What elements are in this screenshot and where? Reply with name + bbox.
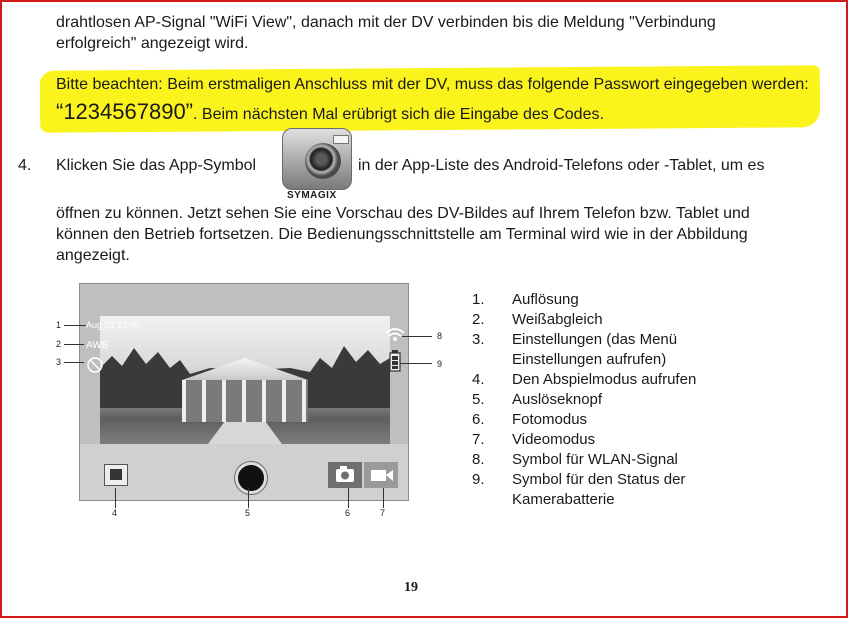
legend-item bbox=[472, 390, 772, 410]
legend-number: 7. bbox=[472, 431, 485, 448]
camera-flash-detail bbox=[333, 135, 349, 144]
app-name-label: SYMAGIX bbox=[287, 190, 337, 201]
note-text-before: Bitte beachten: Beim erstmaligen Anschluss mit der DV, muss das folgende Passwort eingegeben werden: bbox=[56, 76, 809, 93]
legend-text: Weißabgleich bbox=[512, 311, 603, 328]
legend-number: 6. bbox=[472, 411, 485, 428]
callout-6: 6 bbox=[345, 508, 351, 518]
callout-3: 3 bbox=[56, 357, 62, 367]
callout-line-4 bbox=[115, 488, 116, 508]
legend-text: Symbol für den Status der Kamerabatterie bbox=[512, 471, 686, 508]
password-note bbox=[56, 71, 826, 128]
playback-icon[interactable] bbox=[104, 464, 128, 486]
step-text-after-icon: in der App-Liste des Android-Telefons oder -Tablet, um es bbox=[358, 157, 765, 174]
overlay-datetime: Aug 01 23:45 bbox=[86, 320, 140, 330]
legend-number: 2. bbox=[472, 311, 485, 328]
legend-list bbox=[472, 290, 772, 510]
shutter-button-icon[interactable] bbox=[235, 462, 267, 494]
callout-line-3 bbox=[64, 362, 84, 363]
callout-9: 9 bbox=[437, 359, 443, 369]
callout-line-5 bbox=[248, 488, 249, 508]
step-text-before-icon: Klicken Sie das App-Symbol bbox=[56, 157, 257, 174]
legend-text: Symbol für WLAN-Signal bbox=[512, 451, 678, 468]
legend-number: 4. bbox=[472, 371, 485, 388]
callout-8: 8 bbox=[437, 331, 443, 341]
legend-item bbox=[472, 310, 772, 330]
app-interface-screenshot bbox=[79, 283, 409, 501]
legend-number: 1. bbox=[472, 291, 485, 308]
legend-number: 5. bbox=[472, 391, 485, 408]
legend-text: Auflösung bbox=[512, 291, 579, 308]
callout-line-1 bbox=[64, 325, 86, 326]
callout-line-9 bbox=[400, 363, 432, 364]
callout-5: 5 bbox=[245, 508, 251, 518]
legend-item bbox=[472, 450, 772, 470]
legend-text: Den Abspielmodus aufrufen bbox=[512, 371, 697, 388]
paragraph-top: drahtlosen AP-Signal "WiFi View", danach mit der DV verbinden bis die Meldung "Verbindung erfolgreich" angezeigt wird. bbox=[56, 14, 716, 52]
video-mode-icon[interactable] bbox=[364, 462, 398, 488]
legend-text: Videomodus bbox=[512, 431, 596, 448]
legend-item bbox=[472, 370, 772, 390]
callout-2: 2 bbox=[56, 339, 62, 349]
camera-app-icon bbox=[282, 128, 352, 190]
legend-text: Fotomodus bbox=[512, 411, 588, 428]
callout-line-2 bbox=[64, 344, 84, 345]
garden-path bbox=[208, 422, 282, 444]
legend-item bbox=[472, 470, 772, 510]
callout-4: 4 bbox=[112, 508, 118, 518]
step-continuation: öffnen zu können. Jetzt sehen Sie eine Vorschau des DV-Bildes auf Ihrem Telefon bzw. Tablet und können den Betrieb fortsetzen. Die Bedienungsschnittstelle am Terminal wird wie in der Abbildung angezeigt. bbox=[56, 205, 750, 264]
note-text-after: . Beim nächsten Mal erübrigt sich die Eingabe des Codes. bbox=[193, 106, 604, 123]
callout-line-6 bbox=[348, 488, 349, 508]
photo-mode-icon[interactable] bbox=[328, 462, 362, 488]
legend-text: Einstellungen (das Menü Einstellungen aufrufen) bbox=[512, 331, 678, 368]
callout-7: 7 bbox=[380, 508, 386, 518]
battery-icon bbox=[389, 350, 401, 372]
page-number: 19 bbox=[404, 580, 418, 595]
callout-1: 1 bbox=[56, 320, 62, 330]
overlay-awb: AWB bbox=[86, 340, 109, 351]
legend-number: 3. bbox=[472, 331, 485, 348]
legend-item bbox=[472, 290, 772, 310]
callout-line-8 bbox=[402, 336, 432, 337]
legend-number: 8. bbox=[472, 451, 485, 468]
legend-text: Auslöseknopf bbox=[512, 391, 603, 408]
gazebo-columns bbox=[182, 380, 308, 422]
legend-item bbox=[472, 410, 772, 430]
password-value: “1234567890” bbox=[56, 99, 194, 124]
wifi-signal-icon bbox=[384, 326, 406, 342]
legend-item bbox=[472, 430, 772, 450]
legend-item bbox=[472, 330, 772, 370]
step-number: 4. bbox=[18, 157, 32, 174]
callout-line-7 bbox=[383, 488, 384, 508]
camera-lens-detail bbox=[305, 143, 341, 179]
camera-preview-image bbox=[100, 316, 390, 444]
settings-icon[interactable] bbox=[86, 356, 104, 374]
legend-number: 9. bbox=[472, 471, 485, 488]
